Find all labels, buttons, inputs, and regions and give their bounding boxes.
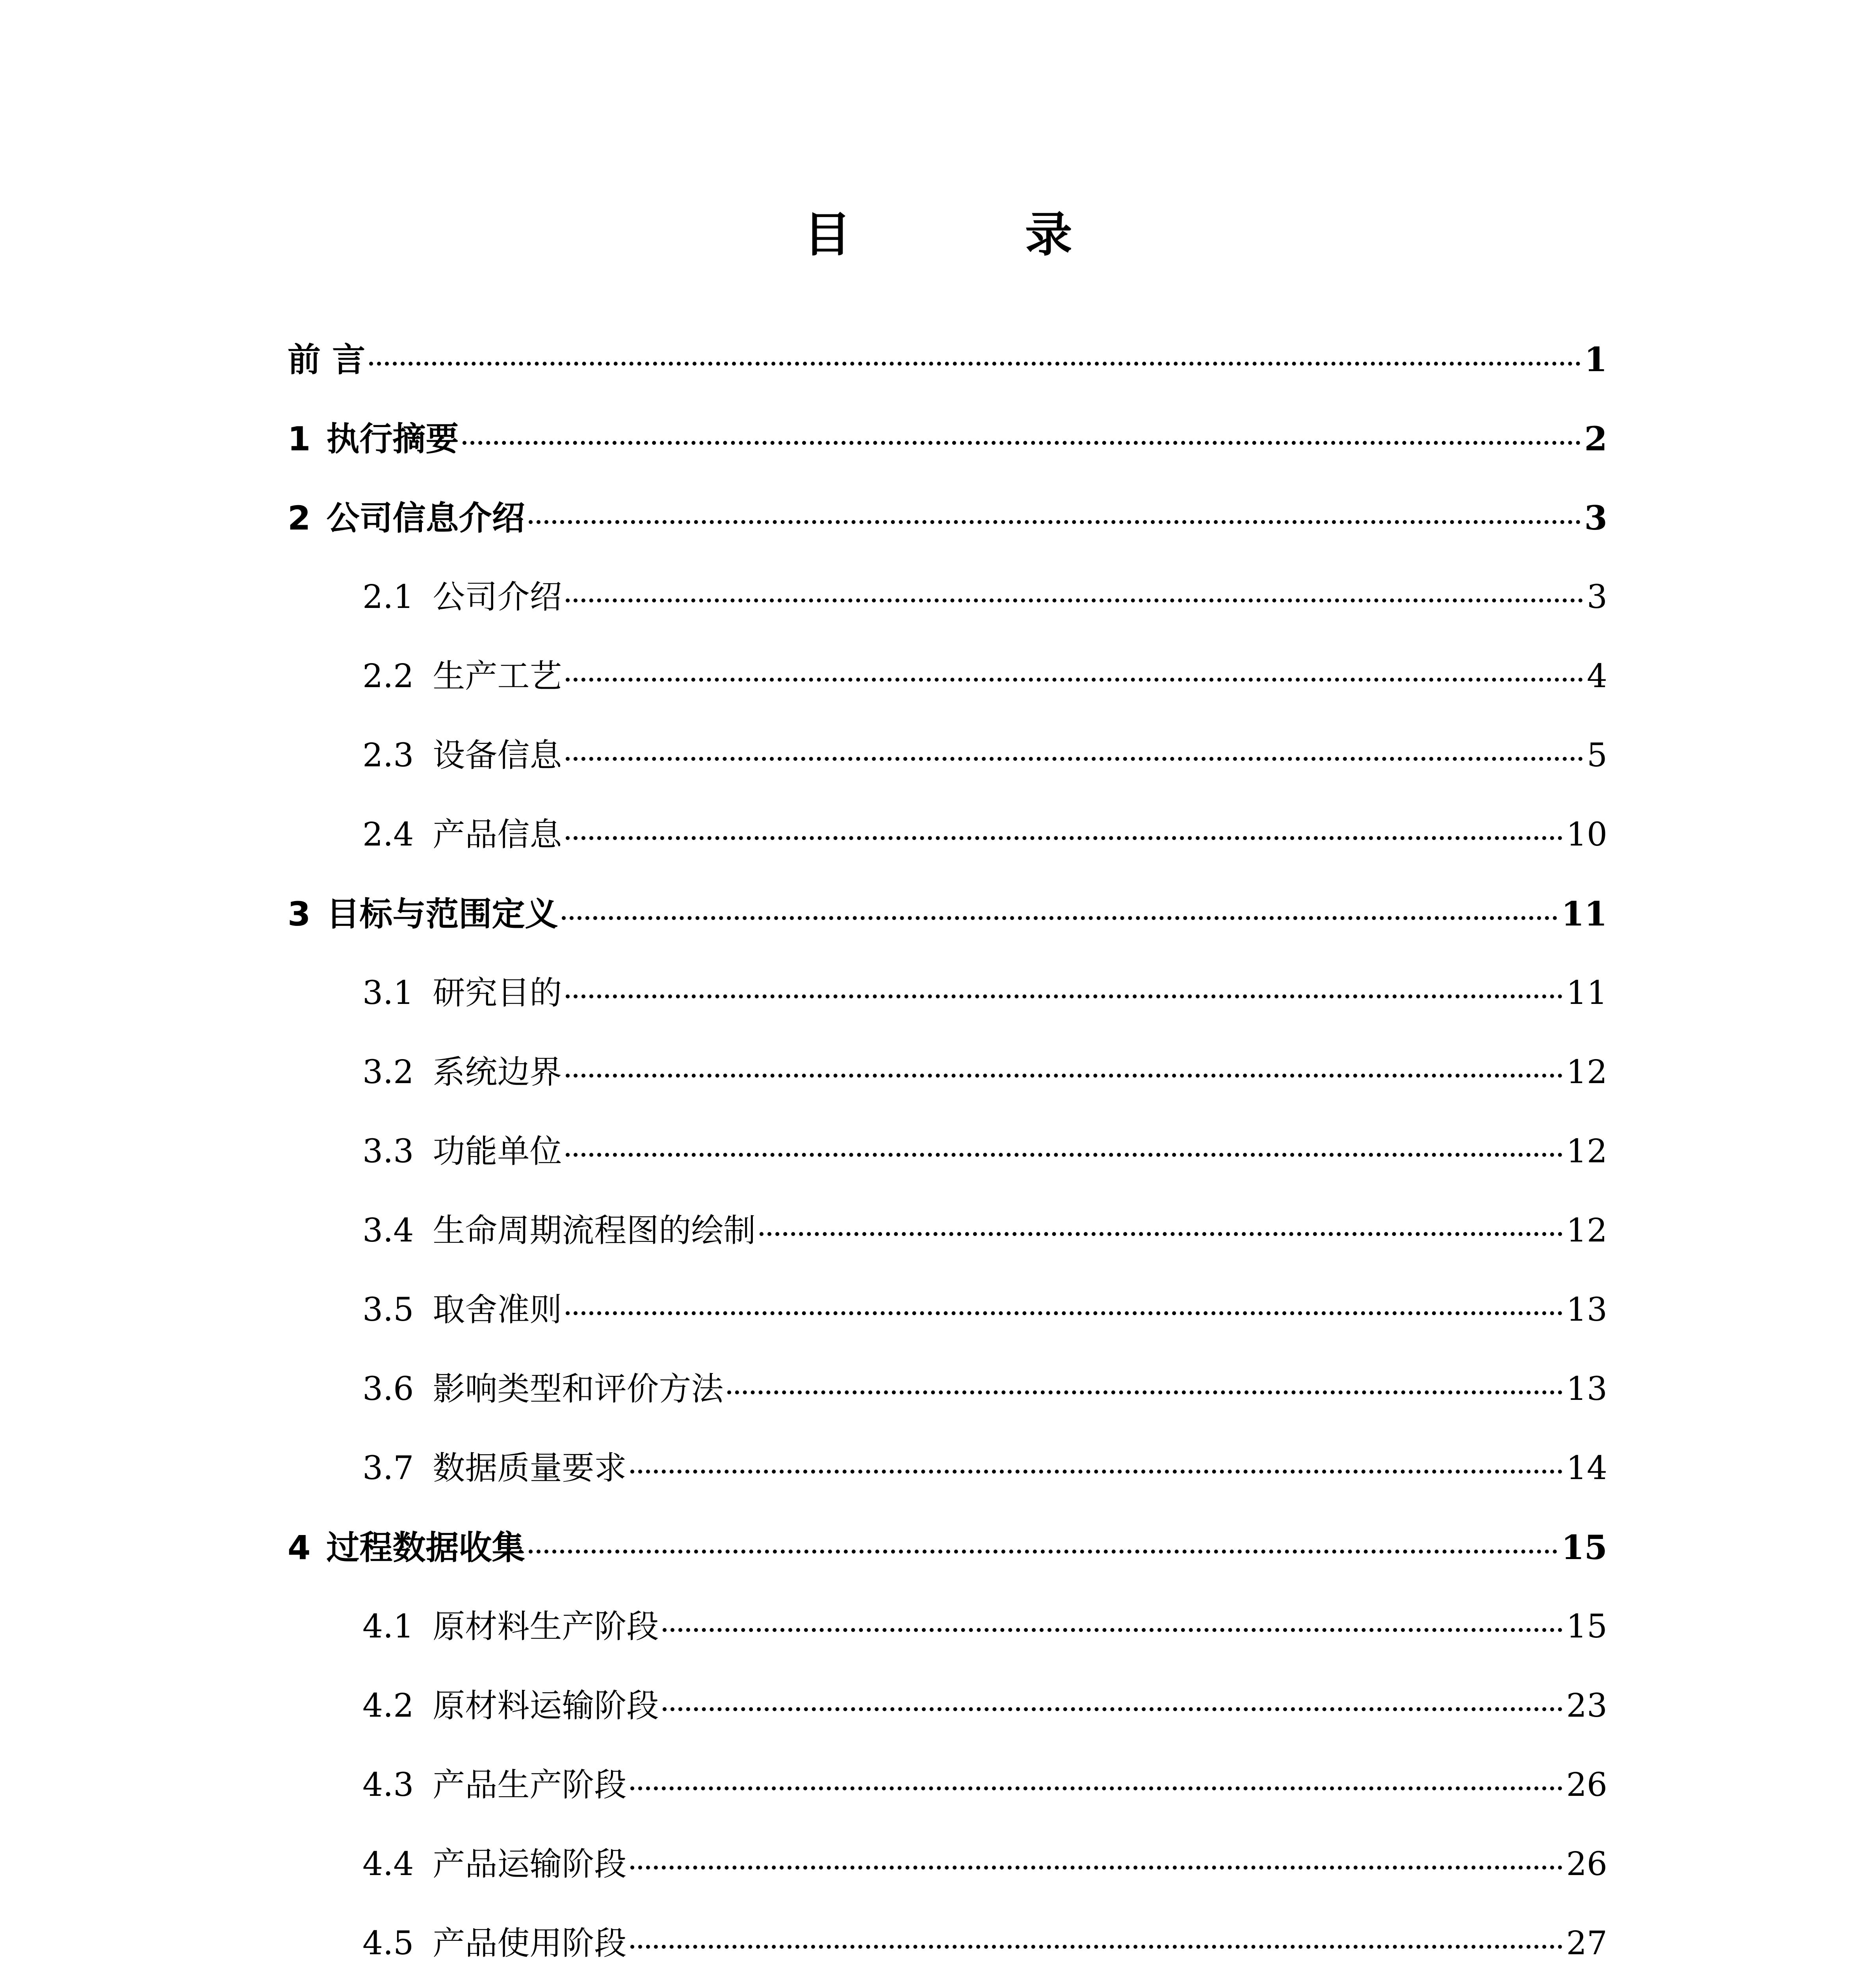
toc-entry-number: 2 (288, 499, 311, 537)
toc-entry-page: 12 (1566, 1212, 1607, 1249)
dot-leader (630, 1470, 1562, 1474)
toc-entry[interactable] (288, 795, 1607, 874)
toc-entry[interactable] (288, 478, 1607, 558)
dot-leader (566, 1074, 1562, 1078)
toc-entry[interactable] (288, 399, 1607, 478)
toc-entry[interactable] (288, 1508, 1607, 1587)
toc-entry-number: 3.1 (362, 974, 414, 1012)
table-of-contents (288, 320, 1607, 1970)
toc-entry-label: 系统边界 (433, 1054, 562, 1091)
toc-entry-page: 10 (1566, 816, 1607, 853)
toc-entry[interactable] (288, 1349, 1607, 1429)
toc-entry[interactable] (288, 1270, 1607, 1349)
dot-leader (529, 520, 1580, 524)
toc-entry-label: 功能单位 (433, 1133, 562, 1170)
toc-entry-number: 4.3 (362, 1766, 414, 1804)
toc-entry[interactable] (288, 1745, 1607, 1825)
toc-entry-number: 3.3 (362, 1133, 414, 1170)
dot-leader (566, 757, 1583, 761)
toc-entry-label: 执行摘要 (326, 420, 459, 458)
toc-entry-label: 公司信息介绍 (326, 499, 525, 537)
dot-leader (566, 1153, 1562, 1157)
toc-entry-number: 3.7 (362, 1450, 414, 1487)
toc-entry[interactable] (288, 874, 1607, 953)
toc-entry-number: 1 (288, 420, 311, 458)
toc-entry[interactable] (288, 320, 1607, 399)
dot-leader (529, 1550, 1557, 1554)
dot-leader (630, 1945, 1562, 1949)
dot-leader (727, 1390, 1562, 1394)
toc-entry-label: 取舍准则 (433, 1291, 562, 1329)
toc-entry-number: 4.2 (362, 1687, 414, 1725)
toc-entry[interactable] (288, 1112, 1607, 1191)
toc-entry-number: 3.4 (362, 1212, 414, 1249)
toc-entry-page: 1 (1584, 340, 1607, 379)
toc-entry[interactable] (288, 1033, 1607, 1112)
toc-entry-page: 11 (1561, 894, 1607, 933)
toc-entry-number: 2.3 (362, 737, 414, 774)
dot-leader (566, 1311, 1562, 1315)
toc-entry-page: 13 (1566, 1291, 1607, 1329)
toc-entry-page: 3 (1586, 578, 1607, 616)
toc-entry-number: 4 (288, 1528, 311, 1567)
toc-entry-label: 公司介绍 (433, 578, 562, 616)
toc-entry-page: 14 (1566, 1450, 1607, 1487)
dot-leader (663, 1707, 1562, 1711)
toc-entry-number: 2.4 (362, 816, 414, 853)
toc-entry-label: 产品使用阶段 (433, 1925, 627, 1962)
toc-entry-number: 4.4 (362, 1845, 414, 1883)
toc-entry[interactable] (288, 558, 1607, 637)
toc-entry-page: 4 (1586, 658, 1607, 695)
dot-leader (562, 916, 1557, 920)
toc-entry-page: 2 (1584, 419, 1607, 458)
toc-entry-page: 27 (1566, 1925, 1607, 1962)
toc-entry[interactable] (288, 1191, 1607, 1270)
dot-leader (462, 441, 1580, 445)
toc-entry-label: 研究目的 (433, 974, 562, 1012)
toc-entry-number: 3.2 (362, 1054, 414, 1091)
toc-entry-number: 2.2 (362, 658, 414, 695)
dot-leader (566, 678, 1583, 682)
toc-entry-number: 4.5 (362, 1925, 414, 1962)
toc-entry-number: 3.5 (362, 1291, 414, 1329)
toc-entry-label: 数据质量要求 (433, 1450, 627, 1487)
toc-entry-label: 产品生产阶段 (433, 1766, 627, 1804)
toc-entry-page: 13 (1566, 1370, 1607, 1408)
toc-entry-number: 4.1 (362, 1608, 414, 1645)
toc-entry-page: 12 (1566, 1133, 1607, 1170)
toc-entry-page: 23 (1566, 1687, 1607, 1725)
toc-entry-page: 3 (1584, 498, 1607, 537)
toc-entry[interactable] (288, 953, 1607, 1033)
toc-entry-label: 产品运输阶段 (433, 1845, 627, 1883)
dot-leader (630, 1786, 1562, 1790)
toc-entry-number: 3.6 (362, 1370, 414, 1408)
page-title: 目 录 (804, 208, 1151, 262)
toc-entry-page: 5 (1586, 737, 1607, 774)
toc-entry-label: 产品信息 (433, 816, 562, 853)
toc-entry-label: 影响类型和评价方法 (433, 1370, 724, 1408)
toc-entry-page: 15 (1561, 1528, 1607, 1567)
toc-entry[interactable] (288, 637, 1607, 716)
toc-entry-page: 26 (1566, 1845, 1607, 1883)
dot-leader (566, 994, 1562, 998)
toc-entry[interactable] (288, 1587, 1607, 1666)
toc-entry[interactable] (288, 1429, 1607, 1508)
toc-entry[interactable] (288, 1666, 1607, 1745)
toc-entry[interactable] (288, 716, 1607, 795)
toc-entry-page: 12 (1566, 1054, 1607, 1091)
toc-entry-label: 前 言 (288, 340, 366, 379)
toc-entry-page: 26 (1566, 1766, 1607, 1804)
toc-entry-page: 15 (1566, 1608, 1607, 1645)
dot-leader (566, 836, 1562, 840)
toc-entry-number: 2.1 (362, 578, 414, 616)
toc-entry[interactable] (288, 1904, 1607, 1970)
toc-entry[interactable] (288, 1825, 1607, 1904)
toc-entry-label: 原材料生产阶段 (433, 1608, 659, 1645)
dot-leader (663, 1628, 1562, 1632)
dot-leader (566, 598, 1583, 602)
toc-entry-label: 生产工艺 (433, 658, 562, 695)
dot-leader (369, 362, 1580, 366)
dot-leader (630, 1866, 1562, 1870)
toc-entry-page: 11 (1566, 974, 1607, 1012)
dot-leader (760, 1232, 1562, 1236)
toc-entry-label: 原材料运输阶段 (433, 1687, 659, 1725)
toc-entry-label: 目标与范围定义 (326, 895, 558, 933)
toc-entry-label: 设备信息 (433, 737, 562, 774)
toc-entry-label: 过程数据收集 (326, 1528, 525, 1567)
toc-entry-label: 生命周期流程图的绘制 (433, 1212, 756, 1249)
toc-entry-number: 3 (288, 895, 311, 933)
